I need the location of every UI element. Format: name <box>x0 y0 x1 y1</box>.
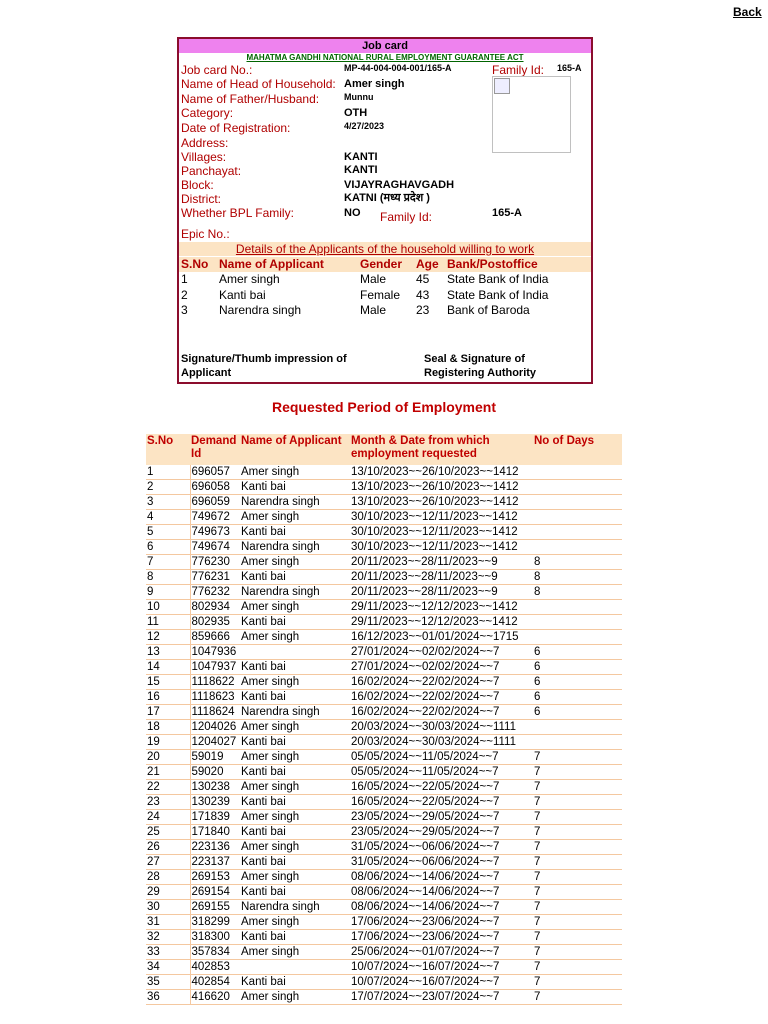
cell-period: 25/06/2024~~01/07/2024~~7 <box>350 945 533 960</box>
cell-days: 8 <box>533 570 622 585</box>
act-title: MAHATMA GANDHI NATIONAL RURAL EMPLOYMENT GUARANTEE ACT <box>246 53 524 62</box>
cell-period: 16/05/2024~~22/05/2024~~7 <box>350 795 533 810</box>
cell-applicant: Kanti bai <box>240 855 350 870</box>
cell-sno: 32 <box>146 930 190 945</box>
cell-sno: 18 <box>146 720 190 735</box>
cell-sno: 28 <box>146 870 190 885</box>
applicant-2-bank: State Bank of India <box>447 288 549 302</box>
family-id-value: 165-A <box>557 63 582 73</box>
cell-demand-id: 776231 <box>190 570 240 585</box>
cell-applicant: Amer singh <box>240 465 350 480</box>
cell-sno: 2 <box>146 480 190 495</box>
cell-sno: 21 <box>146 765 190 780</box>
cell-demand-id: 696058 <box>190 480 240 495</box>
cell-demand-id: 802935 <box>190 615 240 630</box>
cell-demand-id: 59020 <box>190 765 240 780</box>
cell-period: 05/05/2024~~11/05/2024~~7 <box>350 750 533 765</box>
demand-col-days: No of Days <box>533 434 622 465</box>
cell-applicant: Kanti bai <box>240 690 350 705</box>
cell-sno: 12 <box>146 630 190 645</box>
cell-applicant: Kanti bai <box>240 660 350 675</box>
cell-period: 16/05/2024~~22/05/2024~~7 <box>350 780 533 795</box>
demand-col-id: Demand Id <box>190 434 240 465</box>
cell-applicant: Amer singh <box>240 840 350 855</box>
cell-days: 6 <box>533 675 622 690</box>
applicant-3-name: Narendra singh <box>219 303 302 317</box>
table-row <box>146 795 622 810</box>
cell-period: 10/07/2024~~16/07/2024~~7 <box>350 975 533 990</box>
cell-demand-id: 402853 <box>190 960 240 975</box>
cell-sno: 23 <box>146 795 190 810</box>
cell-days: 7 <box>533 900 622 915</box>
table-row <box>146 495 622 510</box>
cell-demand-id: 696059 <box>190 495 240 510</box>
table-row <box>146 810 622 825</box>
cell-demand-id: 59019 <box>190 750 240 765</box>
jobcard-no-value: MP-44-004-004-001/165-A <box>344 63 452 73</box>
table-row <box>146 720 622 735</box>
table-row <box>146 585 622 600</box>
table-row <box>146 465 622 480</box>
father-husband-value: Munnu <box>344 92 374 102</box>
cell-days: 7 <box>533 780 622 795</box>
family-id-2-label: Family Id: <box>380 210 433 224</box>
cell-period: 17/06/2024~~23/06/2024~~7 <box>350 915 533 930</box>
applicants-header-row <box>179 257 591 272</box>
cell-demand-id: 696057 <box>190 465 240 480</box>
table-row <box>146 840 622 855</box>
applicants-col-gender: Gender <box>360 257 403 271</box>
table-row <box>146 705 622 720</box>
applicants-col-bank: Bank/Postoffice <box>447 257 538 271</box>
cell-sno: 24 <box>146 810 190 825</box>
cell-applicant: Kanti bai <box>240 930 350 945</box>
cell-demand-id: 802934 <box>190 600 240 615</box>
cell-period: 29/11/2023~~12/12/2023~~1412 <box>350 600 533 615</box>
table-row <box>146 660 622 675</box>
cell-applicant: Amer singh <box>240 945 350 960</box>
cell-applicant: Amer singh <box>240 915 350 930</box>
cell-demand-id: 223137 <box>190 855 240 870</box>
cell-sno: 14 <box>146 660 190 675</box>
cell-demand-id: 223136 <box>190 840 240 855</box>
head-of-household-value: Amer singh <box>344 78 405 90</box>
cell-demand-id: 1204027 <box>190 735 240 750</box>
cell-sno: 16 <box>146 690 190 705</box>
table-row <box>146 855 622 870</box>
cell-applicant: Kanti bai <box>240 615 350 630</box>
villages-value: KANTI <box>344 151 378 163</box>
cell-days <box>533 720 622 735</box>
applicant-2-age: 43 <box>416 288 430 302</box>
cell-demand-id: 402854 <box>190 975 240 990</box>
cell-applicant: Amer singh <box>240 510 350 525</box>
table-row <box>146 750 622 765</box>
cell-sno: 10 <box>146 600 190 615</box>
applicant-3-age: 23 <box>416 303 430 317</box>
cell-period: 08/06/2024~~14/06/2024~~7 <box>350 885 533 900</box>
applicants-col-name: Name of Applicant <box>219 257 324 271</box>
cell-period: 16/12/2023~~01/01/2024~~1715 <box>350 630 533 645</box>
cell-days: 7 <box>533 855 622 870</box>
family-id-2-value: 165-A <box>492 207 522 219</box>
cell-days <box>533 615 622 630</box>
cell-days <box>533 480 622 495</box>
cell-sno: 31 <box>146 915 190 930</box>
table-row <box>146 825 622 840</box>
table-row <box>146 480 622 495</box>
demand-col-period: Month & Date from which employment requested <box>350 434 533 465</box>
cell-days: 8 <box>533 585 622 600</box>
table-row <box>146 645 622 660</box>
cell-demand-id: 416620 <box>190 990 240 1005</box>
cell-applicant: Amer singh <box>240 600 350 615</box>
demand-table <box>146 434 622 1005</box>
broken-image-icon <box>494 78 510 94</box>
cell-period: 17/06/2024~~23/06/2024~~7 <box>350 930 533 945</box>
block-value: VIJAYRAGHAVGADH <box>344 179 455 191</box>
applicant-1-sno: 1 <box>181 272 188 286</box>
cell-applicant: Kanti bai <box>240 735 350 750</box>
cell-sno: 25 <box>146 825 190 840</box>
cell-applicant: Narendra singh <box>240 585 350 600</box>
block-label: Block: <box>181 178 214 192</box>
cell-demand-id: 749674 <box>190 540 240 555</box>
cell-sno: 17 <box>146 705 190 720</box>
cell-sno: 6 <box>146 540 190 555</box>
table-row <box>146 540 622 555</box>
job-card <box>177 37 593 384</box>
cell-applicant: Amer singh <box>240 780 350 795</box>
cell-period: 30/10/2023~~12/11/2023~~1412 <box>350 510 533 525</box>
cell-applicant: Amer singh <box>240 630 350 645</box>
cell-days <box>533 630 622 645</box>
cell-applicant: Amer singh <box>240 675 350 690</box>
applicant-1-gender: Male <box>360 272 387 286</box>
cell-applicant: Kanti bai <box>240 570 350 585</box>
cell-demand-id: 318300 <box>190 930 240 945</box>
cell-demand-id: 130238 <box>190 780 240 795</box>
cell-demand-id: 749672 <box>190 510 240 525</box>
cell-sno: 19 <box>146 735 190 750</box>
cell-days: 7 <box>533 750 622 765</box>
cell-days <box>533 510 622 525</box>
cell-demand-id: 269153 <box>190 870 240 885</box>
cell-applicant: Narendra singh <box>240 705 350 720</box>
cell-days: 7 <box>533 945 622 960</box>
cell-period: 31/05/2024~~06/06/2024~~7 <box>350 840 533 855</box>
cell-applicant: Narendra singh <box>240 540 350 555</box>
demand-header-row <box>146 434 622 465</box>
cell-days: 7 <box>533 825 622 840</box>
table-row <box>146 600 622 615</box>
table-row <box>146 510 622 525</box>
demand-col-sno: S.No <box>146 434 190 465</box>
cell-sno: 8 <box>146 570 190 585</box>
applicant-2-name: Kanti bai <box>219 288 266 302</box>
bpl-family-label: Whether BPL Family: <box>181 206 294 220</box>
applicants-details-title: Details of the Applicants of the household willing to work <box>179 242 591 256</box>
table-row <box>146 900 622 915</box>
cell-demand-id: 318299 <box>190 915 240 930</box>
cell-sno: 11 <box>146 615 190 630</box>
cell-days: 7 <box>533 930 622 945</box>
cell-period: 20/03/2024~~30/03/2024~~1111 <box>350 735 533 750</box>
cell-applicant: Amer singh <box>240 870 350 885</box>
cell-days: 7 <box>533 840 622 855</box>
table-row <box>146 930 622 945</box>
cell-days: 7 <box>533 975 622 990</box>
cell-days: 7 <box>533 990 622 1005</box>
cell-period: 13/10/2023~~26/10/2023~~1412 <box>350 480 533 495</box>
applicants-col-age: Age <box>416 257 439 271</box>
table-row <box>146 570 622 585</box>
applicant-1-bank: State Bank of India <box>447 272 549 286</box>
cell-demand-id: 269154 <box>190 885 240 900</box>
applicant-3-bank: Bank of Baroda <box>447 303 530 317</box>
cell-sno: 26 <box>146 840 190 855</box>
cell-period: 16/02/2024~~22/02/2024~~7 <box>350 690 533 705</box>
cell-period: 27/01/2024~~02/02/2024~~7 <box>350 645 533 660</box>
table-row <box>146 675 622 690</box>
cell-period: 16/02/2024~~22/02/2024~~7 <box>350 705 533 720</box>
cell-demand-id: 130239 <box>190 795 240 810</box>
cell-demand-id: 776232 <box>190 585 240 600</box>
cell-days <box>533 540 622 555</box>
cell-days <box>533 525 622 540</box>
cell-days: 7 <box>533 960 622 975</box>
cell-period: 23/05/2024~~29/05/2024~~7 <box>350 810 533 825</box>
cell-days <box>533 600 622 615</box>
table-row <box>146 630 622 645</box>
table-row <box>146 945 622 960</box>
cell-period: 13/10/2023~~26/10/2023~~1412 <box>350 495 533 510</box>
panchayat-value: KANTI <box>344 164 378 176</box>
back-link[interactable]: Back <box>733 5 762 19</box>
table-row <box>146 885 622 900</box>
cell-sno: 3 <box>146 495 190 510</box>
cell-period: 16/02/2024~~22/02/2024~~7 <box>350 675 533 690</box>
registration-date-value: 4/27/2023 <box>344 121 385 131</box>
category-value: OTH <box>344 107 368 119</box>
cell-applicant: Amer singh <box>240 990 350 1005</box>
table-row <box>146 555 622 570</box>
applicant-2-gender: Female <box>360 288 401 302</box>
applicant-3-sno: 3 <box>181 303 188 317</box>
cell-applicant <box>240 960 350 975</box>
cell-sno: 33 <box>146 945 190 960</box>
cell-demand-id: 1118623 <box>190 690 240 705</box>
registration-date-label: Date of Registration: <box>181 121 291 135</box>
cell-demand-id: 776230 <box>190 555 240 570</box>
applicant-3-gender: Male <box>360 303 387 317</box>
cell-sno: 4 <box>146 510 190 525</box>
job-card-title: Job card <box>179 39 591 53</box>
cell-period: 30/10/2023~~12/11/2023~~1412 <box>350 540 533 555</box>
cell-applicant: Narendra singh <box>240 495 350 510</box>
cell-applicant: Kanti bai <box>240 975 350 990</box>
cell-demand-id: 171839 <box>190 810 240 825</box>
cell-period: 17/07/2024~~23/07/2024~~7 <box>350 990 533 1005</box>
table-row <box>146 870 622 885</box>
applicant-1-name: Amer singh <box>219 272 280 286</box>
cell-period: 08/06/2024~~14/06/2024~~7 <box>350 900 533 915</box>
cell-days: 6 <box>533 660 622 675</box>
cell-days: 7 <box>533 870 622 885</box>
panchayat-label: Panchayat: <box>181 164 242 178</box>
cell-applicant: Kanti bai <box>240 795 350 810</box>
cell-sno: 35 <box>146 975 190 990</box>
cell-demand-id: 357834 <box>190 945 240 960</box>
cell-sno: 30 <box>146 900 190 915</box>
cell-days: 8 <box>533 555 622 570</box>
cell-sno: 36 <box>146 990 190 1005</box>
applicant-photo <box>492 76 571 153</box>
cell-sno: 22 <box>146 780 190 795</box>
cell-sno: 15 <box>146 675 190 690</box>
cell-period: 20/11/2023~~28/11/2023~~9 <box>350 570 533 585</box>
cell-sno: 9 <box>146 585 190 600</box>
district-label: District: <box>181 192 221 206</box>
cell-period: 23/05/2024~~29/05/2024~~7 <box>350 825 533 840</box>
applicant-2-sno: 2 <box>181 288 188 302</box>
table-row <box>146 990 622 1005</box>
table-row <box>146 690 622 705</box>
address-label: Address: <box>181 136 229 150</box>
cell-days <box>533 465 622 480</box>
cell-period: 29/11/2023~~12/12/2023~~1412 <box>350 615 533 630</box>
cell-applicant: Amer singh <box>240 720 350 735</box>
cell-applicant: Kanti bai <box>240 825 350 840</box>
table-row <box>146 765 622 780</box>
cell-period: 31/05/2024~~06/06/2024~~7 <box>350 855 533 870</box>
cell-days: 7 <box>533 885 622 900</box>
cell-demand-id: 1047937 <box>190 660 240 675</box>
applicants-col-sno: S.No <box>181 257 209 271</box>
cell-period: 13/10/2023~~26/10/2023~~1412 <box>350 465 533 480</box>
cell-applicant: Kanti bai <box>240 765 350 780</box>
bpl-family-value: NO <box>344 207 361 219</box>
cell-sno: 29 <box>146 885 190 900</box>
cell-applicant: Kanti bai <box>240 885 350 900</box>
villages-label: Villages: <box>181 150 227 164</box>
cell-sno: 5 <box>146 525 190 540</box>
cell-period: 10/07/2024~~16/07/2024~~7 <box>350 960 533 975</box>
cell-sno: 20 <box>146 750 190 765</box>
cell-demand-id: 1118624 <box>190 705 240 720</box>
family-id-label: Family Id: <box>492 63 545 77</box>
cell-period: 08/06/2024~~14/06/2024~~7 <box>350 870 533 885</box>
cell-period: 05/05/2024~~11/05/2024~~7 <box>350 765 533 780</box>
cell-demand-id: 171840 <box>190 825 240 840</box>
cell-sno: 34 <box>146 960 190 975</box>
cell-period: 27/01/2024~~02/02/2024~~7 <box>350 660 533 675</box>
cell-days: 7 <box>533 810 622 825</box>
table-row <box>146 780 622 795</box>
cell-applicant: Kanti bai <box>240 480 350 495</box>
cell-demand-id: 749673 <box>190 525 240 540</box>
cell-applicant: Narendra singh <box>240 900 350 915</box>
cell-sno: 7 <box>146 555 190 570</box>
table-row <box>146 735 622 750</box>
cell-period: 30/10/2023~~12/11/2023~~1412 <box>350 525 533 540</box>
category-label: Category: <box>181 106 234 120</box>
cell-applicant: Amer singh <box>240 750 350 765</box>
table-row <box>146 975 622 990</box>
cell-days: 7 <box>533 915 622 930</box>
cell-sno: 13 <box>146 645 190 660</box>
demand-col-name: Name of Applicant <box>240 434 350 465</box>
jobcard-no-label: Job card No.: <box>181 63 253 77</box>
cell-demand-id: 1204026 <box>190 720 240 735</box>
cell-sno: 1 <box>146 465 190 480</box>
cell-period: 20/11/2023~~28/11/2023~~9 <box>350 555 533 570</box>
cell-period: 20/03/2024~~30/03/2024~~1111 <box>350 720 533 735</box>
cell-sno: 27 <box>146 855 190 870</box>
cell-applicant: Kanti bai <box>240 525 350 540</box>
requested-period-title: Requested Period of Employment <box>271 399 497 415</box>
cell-days: 7 <box>533 765 622 780</box>
cell-applicant: Amer singh <box>240 810 350 825</box>
signature-applicant: Signature/Thumb impression of Applicant <box>181 353 347 379</box>
cell-days: 6 <box>533 645 622 660</box>
district-value: KATNI (मध्य प्रदेश ) <box>344 192 430 204</box>
cell-demand-id: 859666 <box>190 630 240 645</box>
table-row <box>146 960 622 975</box>
applicant-1-age: 45 <box>416 272 430 286</box>
cell-days: 7 <box>533 795 622 810</box>
cell-applicant: Amer singh <box>240 555 350 570</box>
table-row <box>146 615 622 630</box>
cell-demand-id: 269155 <box>190 900 240 915</box>
table-row <box>146 915 622 930</box>
head-of-household-label: Name of Head of Household: <box>181 77 336 91</box>
table-row <box>146 525 622 540</box>
cell-applicant <box>240 645 350 660</box>
cell-period: 20/11/2023~~28/11/2023~~9 <box>350 585 533 600</box>
cell-demand-id: 1047936 <box>190 645 240 660</box>
cell-days: 6 <box>533 705 622 720</box>
seal-signature-authority: Seal & Signature of Registering Authority <box>424 353 537 379</box>
cell-demand-id: 1118622 <box>190 675 240 690</box>
cell-days: 6 <box>533 690 622 705</box>
cell-days <box>533 495 622 510</box>
cell-days <box>533 735 622 750</box>
father-husband-label: Name of Father/Husband: <box>181 92 320 106</box>
epic-no-label: Epic No.: <box>181 227 230 241</box>
